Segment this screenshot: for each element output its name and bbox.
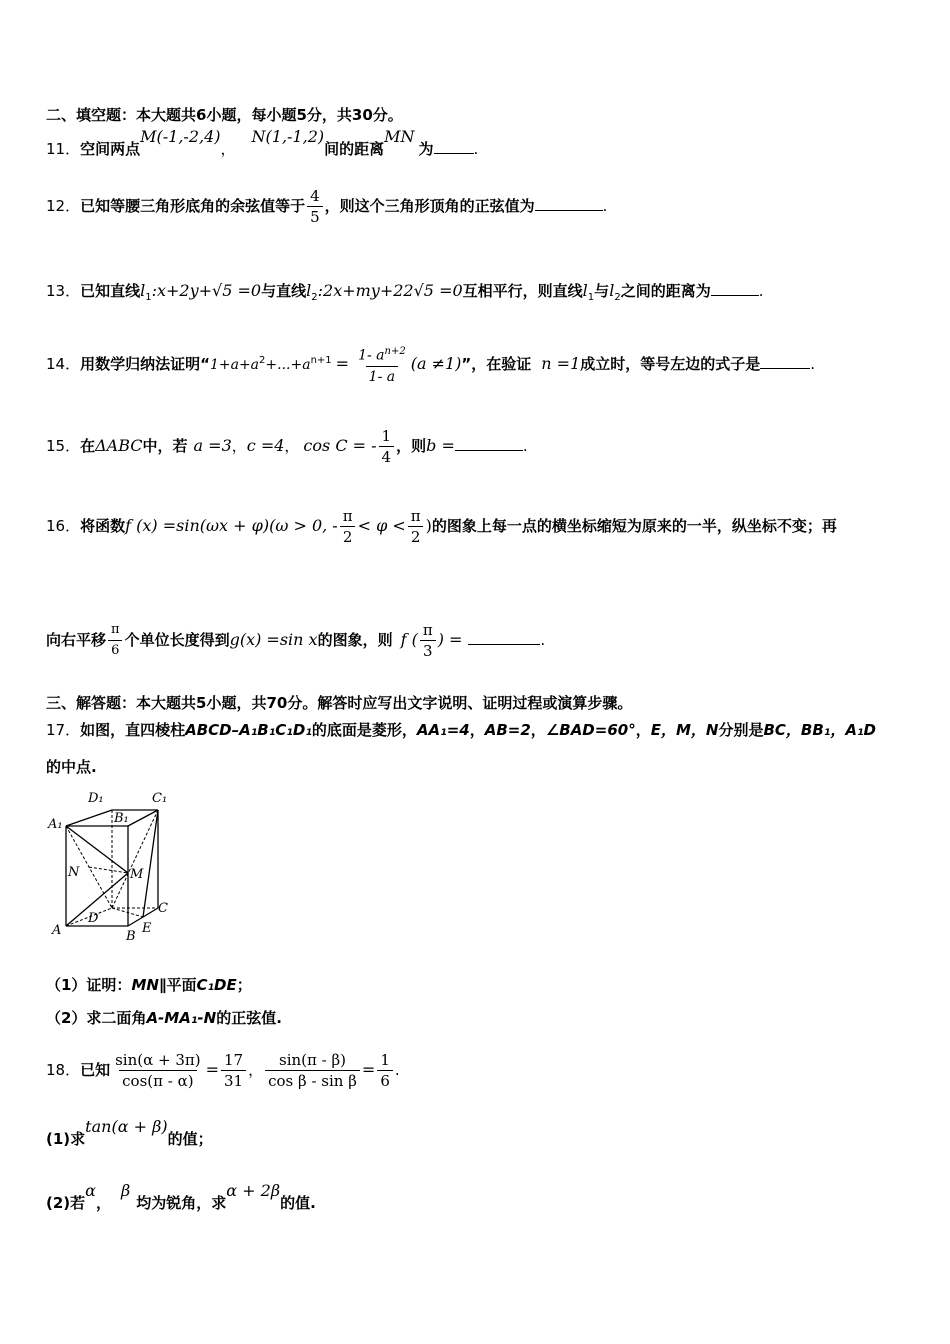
question-number: 15． xyxy=(46,437,81,455)
frac-num: 4 xyxy=(310,187,320,205)
q18-eq-1: = xyxy=(205,1060,220,1079)
line-l2: l xyxy=(609,281,615,300)
q16-end: . xyxy=(540,631,546,649)
midpoint-segments: BC，BB₁，A₁D xyxy=(763,721,876,739)
question-11 xyxy=(46,127,479,159)
q16-text-2: 的图象上每一点的横坐标缩短为原来的一半，纵坐标不变；再 xyxy=(431,517,837,535)
q18-text-1: 已知 xyxy=(80,1061,111,1079)
fraction-4-5 xyxy=(307,186,323,227)
beta: β xyxy=(121,1181,131,1200)
label-n: N xyxy=(68,865,80,880)
q12-text-2: ，则这个三角形顶角的正弦值为 xyxy=(324,197,535,215)
part-text: 若 xyxy=(70,1194,86,1212)
frac-den: 3 xyxy=(420,640,436,661)
part-label: （1）证明： xyxy=(46,976,132,994)
question-number: 17． xyxy=(46,721,81,739)
question-number: 16． xyxy=(46,517,81,535)
part-end: 的值. xyxy=(280,1194,316,1212)
q14-n-equals-1: n =1 xyxy=(541,353,581,373)
q14-lhs-sup-2: n+1 xyxy=(310,354,332,366)
label-a1: A₁ xyxy=(48,817,63,832)
q13-text-1: 已知直线 xyxy=(80,282,141,300)
q11-sep: ， xyxy=(220,140,236,158)
l1-subscript: 1 xyxy=(145,292,152,303)
question-12 xyxy=(46,186,607,227)
q11-text-1: 空间两点 xyxy=(80,140,141,158)
inequality: < φ < xyxy=(357,516,406,535)
parallel-text: ∥平面 xyxy=(158,976,197,994)
q14-lhs-sup: 2 xyxy=(259,354,266,366)
label-b1: B₁ xyxy=(114,811,129,826)
q16-text-1: 将函数 xyxy=(80,517,126,535)
point-m: M(-1,-2,4) xyxy=(140,127,221,146)
q13-end: . xyxy=(758,282,764,300)
answer-blank[interactable] xyxy=(434,139,474,154)
question-18-part-2 xyxy=(46,1181,316,1213)
q14-text-1: 用数学归纳法证明 xyxy=(80,354,201,373)
q12-end: . xyxy=(602,197,608,215)
q17-text-4: 分别是 xyxy=(718,721,764,739)
frac-den: 2 xyxy=(408,526,424,547)
fraction-1-4 xyxy=(379,426,395,467)
l1-equation: :x+2y+√5 =0 xyxy=(151,281,262,300)
solve-section-header: 三、解答题：本大题共5小题，共70分。解答时应写出文字说明、证明过程或演算步骤。 xyxy=(46,694,633,712)
q13-text-3: 互相平行，则直线 xyxy=(462,282,583,300)
function-g: g(x) =sin x xyxy=(229,630,318,649)
question-18-part-1 xyxy=(46,1117,213,1149)
question-number: 14． xyxy=(46,354,81,373)
part-end: 的正弦值. xyxy=(216,1009,282,1027)
question-number: 11． xyxy=(46,140,81,158)
frac-den: 6 xyxy=(108,640,122,661)
fill-in-section-header: 二、填空题：本大题共6小题，每小题5分，共30分。 xyxy=(46,106,403,124)
part-label: (1) xyxy=(46,1130,71,1148)
question-17-part-2 xyxy=(46,1007,282,1028)
q15-text-2: 中，若 xyxy=(142,437,188,455)
q14-condition: (a ≠1) xyxy=(410,353,462,373)
q18-eq-2: = xyxy=(361,1060,376,1079)
edge-b1-c1 xyxy=(128,810,158,826)
q15-text-3: ，则 xyxy=(396,437,427,455)
frac-den: 4 xyxy=(379,446,395,467)
q14-fraction xyxy=(355,342,409,387)
q18-sep: ， xyxy=(248,1061,264,1079)
prism-name: ABCD–A₁B₁C₁D₁ xyxy=(185,721,312,739)
frac-num: π xyxy=(111,622,120,637)
frac-den: 2 xyxy=(340,526,356,547)
l2-subscript: 2 xyxy=(311,292,318,303)
frac-den: 6 xyxy=(377,1070,393,1091)
label-m: M xyxy=(130,867,144,882)
q15-text-1: 在 xyxy=(80,437,96,455)
triangle-abc: ΔABC xyxy=(95,436,143,455)
q14-text-3: 成立时，等号左边的式子是 xyxy=(580,354,761,373)
tan-alpha-beta: tan(α + β) xyxy=(85,1117,168,1136)
fraction-pi-2 xyxy=(340,506,356,547)
q15-end: . xyxy=(522,437,528,455)
question-16-continued xyxy=(46,620,545,661)
part-text: 求 xyxy=(70,1130,86,1148)
q14-text-2: ，在验证 xyxy=(471,354,532,373)
label-d1: D₁ xyxy=(88,791,104,806)
q13-text-5: 之间的距离为 xyxy=(620,282,711,300)
frac-num: 17 xyxy=(224,1051,244,1069)
q17-text-1: 如图，直四棱柱 xyxy=(80,721,186,739)
question-13 xyxy=(46,280,763,303)
q13-text-2: 与直线 xyxy=(261,282,307,300)
q17-text-3: ， xyxy=(635,721,651,739)
label-c1: C₁ xyxy=(152,791,168,806)
question-number: 13． xyxy=(46,282,81,300)
points-emn: E，M，N xyxy=(650,721,719,739)
f-of: f ( xyxy=(400,630,418,649)
line-l2: l xyxy=(306,281,312,300)
l2-subscript: 2 xyxy=(614,292,621,303)
frac-num-sup: n+2 xyxy=(384,346,406,357)
line-l1: l xyxy=(140,281,146,300)
alpha-plus-2beta: α + 2β xyxy=(226,1181,281,1200)
quote-close: ” xyxy=(461,354,472,373)
f-close: ) = xyxy=(437,630,463,649)
fraction-sin-cos-sin xyxy=(265,1050,360,1091)
fraction-17-31 xyxy=(221,1050,246,1091)
angle-bad: ∠BAD=60° xyxy=(545,721,636,739)
prism-figure xyxy=(44,786,184,944)
q11-end: . xyxy=(473,140,479,158)
answer-blank[interactable] xyxy=(468,630,540,645)
dihedral-angle: A-MA₁-N xyxy=(146,1009,217,1027)
alpha: α xyxy=(85,1181,96,1200)
side-a: a =3 xyxy=(193,436,232,455)
q12-text-1: 已知等腰三角形底角的余弦值等于 xyxy=(80,197,306,215)
question-17 xyxy=(46,719,876,740)
q11-text-3: 为 xyxy=(418,140,434,158)
q14-eq: = xyxy=(335,353,350,373)
point-n: N(1,-1,2) xyxy=(251,127,325,146)
q17-text-2: 的底面是菱形， xyxy=(311,721,417,739)
frac-num: π xyxy=(342,507,353,525)
frac-den: cos β - sin β xyxy=(265,1070,360,1091)
frac-num: sin(π - β) xyxy=(279,1051,347,1069)
label-b: B xyxy=(126,929,136,944)
frac-num: sin(α + 3π) xyxy=(115,1051,201,1069)
plane-c1de: C₁DE xyxy=(196,976,237,994)
q17-sep: ， xyxy=(530,721,546,739)
frac-den: cos(π - α) xyxy=(119,1070,196,1091)
paren-close: ) xyxy=(425,516,432,535)
frac-num: 1 xyxy=(380,1051,390,1069)
aa1-length: AA₁=4 xyxy=(416,721,470,739)
label-e: E xyxy=(142,921,152,936)
frac-num: 1- a xyxy=(358,347,385,364)
q13-text-4: 与 xyxy=(594,282,610,300)
edge-a1-d1 xyxy=(66,810,112,826)
answer-blank[interactable] xyxy=(535,196,603,211)
segment-mn: MN xyxy=(131,976,159,994)
q15-sep-1: ， xyxy=(231,437,247,455)
fraction-pi-2 xyxy=(408,506,424,547)
q14-lhs: 1+a+a xyxy=(209,356,260,373)
comma: ， xyxy=(95,1194,111,1212)
question-17-part-1 xyxy=(46,974,252,995)
q11-text-2: 间的距离 xyxy=(324,140,385,158)
q16-text-3: 向右平移 xyxy=(46,631,107,649)
part-label: (2) xyxy=(46,1194,71,1212)
q16-text-4: 个单位长度得到 xyxy=(124,631,230,649)
frac-den: 1- a xyxy=(366,366,398,387)
l2-equation: :2x+my+22√5 =0 xyxy=(317,281,463,300)
label-c: C xyxy=(158,901,168,916)
label-a: A xyxy=(52,923,62,938)
side-b: b = xyxy=(426,436,455,455)
question-18 xyxy=(46,1050,400,1091)
frac-num: π xyxy=(410,507,421,525)
question-number: 18． xyxy=(46,1061,81,1079)
fraction-1-6 xyxy=(377,1050,393,1091)
cos-c: cos C = - xyxy=(303,436,377,455)
question-14 xyxy=(46,342,815,387)
q16-text-5: 的图象，则 xyxy=(317,631,393,649)
answer-blank[interactable] xyxy=(455,436,523,451)
function-f: f (x) =sin(ωx + φ)(ω > 0, - xyxy=(125,516,338,535)
label-d: D xyxy=(88,911,99,926)
q17-sep: ， xyxy=(469,721,485,739)
q14-end: . xyxy=(810,354,816,373)
frac-den: 5 xyxy=(307,206,323,227)
part-label: （2）求二面角 xyxy=(46,1009,147,1027)
question-16 xyxy=(46,506,837,547)
answer-blank[interactable] xyxy=(760,354,810,369)
part-end: ； xyxy=(236,976,252,994)
segment-mn: MN xyxy=(384,127,415,146)
part-end: 的值； xyxy=(167,1130,213,1148)
question-17-continued: 的中点. xyxy=(46,758,97,776)
ab-length: AB=2 xyxy=(484,721,531,739)
q15-sep-2: ， xyxy=(284,437,300,455)
q14-lhs-2: +...+a xyxy=(265,356,311,373)
side-c: c =4 xyxy=(246,436,285,455)
fraction-sin-cos xyxy=(112,1050,204,1091)
line-l1: l xyxy=(582,281,588,300)
q18-end: . xyxy=(394,1061,400,1079)
question-15 xyxy=(46,426,528,467)
fraction-pi-3 xyxy=(420,620,436,661)
fraction-pi-6 xyxy=(108,620,123,661)
question-number: 12． xyxy=(46,197,81,215)
part-text-2: 均为锐角，求 xyxy=(136,1194,227,1212)
frac-num: 1 xyxy=(381,427,392,445)
frac-num: π xyxy=(422,621,433,639)
answer-blank[interactable] xyxy=(711,281,759,296)
frac-den: 31 xyxy=(221,1070,246,1091)
quote-open: “ xyxy=(200,354,210,373)
l1-subscript: 1 xyxy=(587,292,595,303)
